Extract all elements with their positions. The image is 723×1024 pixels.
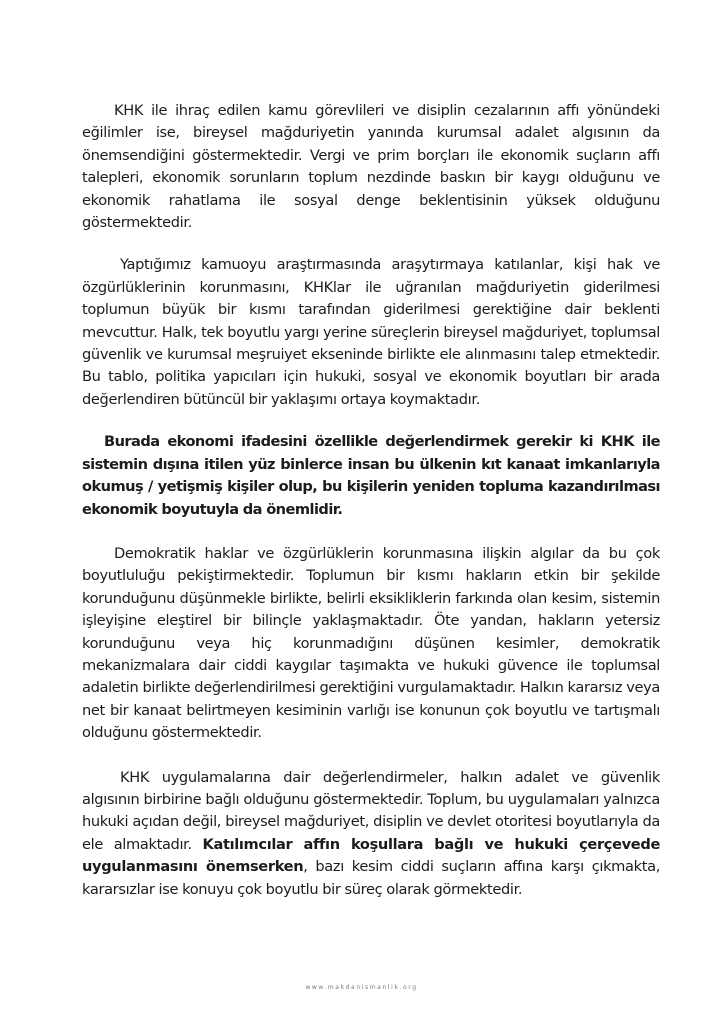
paragraph-text-before: KHK uygulamalarına dair değerlendirmeler, halkın adalet ve güvenlik algısının birbirine bağlı olduğunu göstermektedir. Toplum, bu uygulamaları yalnızca hukuki açıdan değil, bireysel mağduriyet, disiplin ve devlet otoritesi boyutlarıyla da ele almaktadır. [82, 768, 660, 853]
footer-website: www.makdanismanlik.org [305, 984, 418, 991]
paragraph-democratic-rights: Demokratik haklar ve özgürlüklerin korunmasına ilişkin algılar da bu çok boyutluluğu pekiştirmektedir. Toplumun bir kısmı hakların etkin bir şekilde korunduğunu düşünmekle birlikte, belirli eksikliklerin farkında olan kesim, sistemin işleyişine eleştirel bir bilinçle yaklaşmaktadır. Öte yandan, hakların yetersiz korunduğunu veya hiç korunmadığını düşünen kesimler, demokratik mekanizmalara dair ciddi kaygılar taşımakta ve hukuki güvence ile toplumsal adaletin birlikte değerlendirilmesi gerektiğini vurgulamaktadır. Halkın kararsız veya net bir kanaat belirtmeyen kesiminin varlığı ise konunun çok boyutlu ve tartışmalı olduğunu göstermektedir. [82, 544, 660, 742]
paragraph-economic-emphasis: Burada ekonomi ifadesini özellikle değerlendirmek gerekir ki KHK ile sistemin dışına itilen yüz binlerce insan bu ülkenin kıt kanaat imkanlarıyla okumuş / yetişmiş kişiler olup, bu kişilerin yeniden topluma kazandırılması ekonomik boyutuyla da önemlidir. [82, 433, 660, 518]
document-page [82, 100, 660, 901]
paragraph-bold-highlight: Katılımcılar affın koşullara bağlı ve hukuki çerçevede uygulanmasını önemserken [82, 835, 660, 876]
paragraph-khk-dismissals: KHK ile ihraç edilen kamu görevlileri ve disiplin cezalarının affı yönündeki eğilimler ise, bireysel mağduriyetin yanında kurumsal adalet algısının da önemsendiğini göstermektedir. Vergi ve prim borçları ile ekonomik suçların affı talepleri, ekonomik sorunların toplum nezdinde baskın bir kaygı olduğunu ve ekonomik rahatlama ile sosyal denge beklentisinin yüksek olduğunu göstermektedir. [82, 102, 660, 232]
paragraph-khk-evaluations [82, 767, 660, 901]
paragraph-text-after: , bazı kesim ciddi suçların affına karşı çıkmakta, kararsızlar ise konuyu çok boyutlu bir süreç olarak görmektedir. [82, 858, 660, 898]
paragraph-survey-findings: Yaptığımız kamuoyu araştırmasında araşytırmaya katılanlar, kişi hak ve özgürlüklerinin korunmasını, KHKlar ile uğranılan mağduriyetin giderilmesi toplumun büyük bir kısmı tarafından giderilmesi gerektiğine dair beklenti mevcuttur. Halk, tek boyutlu yargı yerine süreçlerin bireysel mağduriyet, toplumsal güvenlik ve kurumsal meşruiyet ekseninde birlikte ele alınmasını talep etmektedir. Bu tablo, politika yapıcıları için hukuki, sosyal ve ekonomik boyutları bir arada değerlendiren bütüncül bir yaklaşımı ortaya koymaktadır. [82, 256, 660, 408]
